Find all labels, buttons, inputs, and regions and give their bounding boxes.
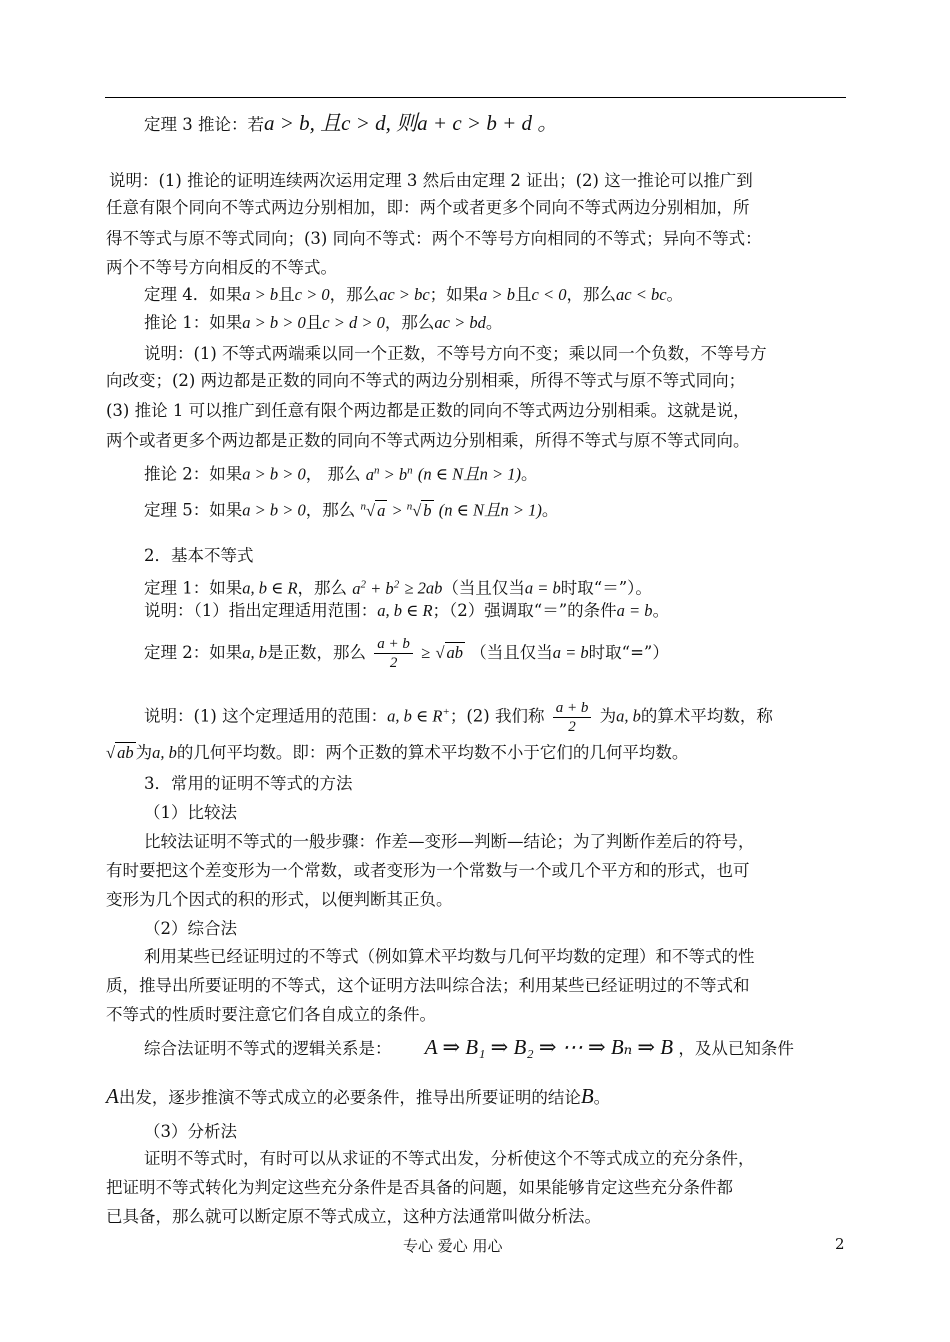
paragraph-line: 质，推导出所要证明的不等式，这个证明方法叫综合法；利用某些已经证明过的不等式和: [106, 976, 750, 995]
paragraph-line: 已具备，那么就可以断定原不等式成立，这种方法通常叫做分析法。: [106, 1207, 601, 1226]
subsection-heading: （3）分析法: [144, 1122, 237, 1141]
sqrt-ab: √ ab: [435, 643, 463, 662]
line-corollary1: 推论 1：如果a > b > 0且c > d > 0，那么ac > bd。: [144, 313, 503, 332]
fraction: $\frac{a + b}{2}$: [553, 699, 592, 736]
subsection-heading: （1）比较法: [144, 803, 237, 822]
paragraph-line: 说明：(1) 不等式两端乘以同一个正数，不等号方向不变；乘以同一个负数，不等号方: [144, 344, 767, 363]
paragraph-line: 不等式的性质时要注意它们各自成立的条件。: [106, 1005, 436, 1024]
root-inequality: $^n$√ a > $^n$√ b: [360, 500, 432, 520]
paragraph-line: 有时要把这个差变形为一个常数，或者变形为一个常数与一个或几个平方和的形式，也可: [106, 861, 750, 880]
paragraph-line: 比较法证明不等式的一般步骤：作差—变形—判断—结论；为了判断作差后的符号，: [144, 832, 755, 851]
paragraph-line: 变形为几个因式的积的形式，以便判断其正负。: [106, 890, 453, 909]
subsection-heading: （2）综合法: [144, 919, 237, 938]
line-synthesis-logic: 综合法证明不等式的逻辑关系是： A ⇒ B₁ ⇒ B₂ ⇒ ⋯ ⇒ Bₙ ⇒ B ，及从已知条件: [144, 1035, 794, 1059]
line-theorem5: 定理 5：如果a > b > 0，那么 $^n$√ a > $^n$√ b (n ∈ N且n > 1)。: [144, 500, 559, 520]
line-note: 说明：（1）指出定理适用范围：a, b ∈ R；（2）强调取“＝”的条件a = b。: [144, 601, 670, 620]
sum-of-squares: $a^2 + b^2$: [352, 578, 400, 598]
header-rule: [105, 97, 846, 98]
paragraph-line: 把证明不等式转化为判定这些充分条件是否具备的问题，如果能够肯定这些充分条件都: [106, 1178, 733, 1197]
paragraph-line: 利用某些已经证明过的不等式（例如算术平均数与几何平均数的定理）和不等式的性: [144, 947, 755, 966]
paragraph-line: 向改变；(2) 两边都是正数的同向不等式的两边分别相乘，所得不等式与原不等式同向；: [106, 371, 746, 390]
line-mean-note: 说明：(1) 这个定理适用的范围：a, b ∈ R+；(2) 我们称 $\frac{a + b}{2}$ 为a, b的算术平均数，称: [144, 699, 773, 735]
line-synthesis-desc: A出发，逐步推演不等式成立的必要条件，推导出所要证明的结论B。: [106, 1084, 611, 1108]
line-theorem3-corollary: 定理 3 推论：若a > b, 且c > d, 则a + c > b + d 。: [144, 111, 559, 135]
paragraph-line: 两个不等号方向相反的不等式。: [106, 258, 337, 277]
paragraph-line: 两个或者更多个两边都是正数的同向不等式两边分别相乘，所得不等式与原不等式同向。: [106, 431, 750, 450]
paragraph-line: (3) 推论 1 可以推广到任意有限个两边都是正数的同向不等式两边分别相乘。这就是说，: [106, 401, 750, 420]
paragraph-line: 证明不等式时，有时可以从求证的不等式出发，分析使这个不等式成立的充分条件，: [144, 1149, 755, 1168]
power-inequality: $a^n > b^n$: [365, 464, 413, 484]
sqrt-ab: √ ab: [106, 743, 134, 762]
paragraph-line: 任意有限个同向不等式两边分别相加，即：两个或者更多个同向不等式两边分别相加，所: [106, 198, 750, 217]
page-number: 2: [835, 1235, 845, 1253]
section-heading: 2．基本不等式: [144, 546, 254, 565]
section-heading: 3．常用的证明不等式的方法: [144, 774, 353, 793]
footer-motto: 专心 爱心 用心: [403, 1237, 503, 1255]
paragraph-line: 得不等式与原不等式同向；(3) 同向不等式：两个不等号方向相同的不等式；异向不等式：: [106, 229, 762, 248]
line-geometric-mean: √ ab 为a, b的几何平均数。即：两个正数的算术平均数不小于它们的几何平均数。: [106, 743, 689, 762]
line-basic-theorem1: 定理 1：如果a, b ∈ R，那么 $a^2 + b^2 \ge 2ab$（当且仅当a = b时取“＝”）。: [144, 578, 652, 598]
fraction: $\frac{a + b}{2}$: [374, 635, 413, 672]
line-theorem4: 定理 4．如果a > b且c > 0，那么ac > bc；如果a > b且c < 0，那么ac < bc。: [144, 285, 684, 304]
line-corollary2: 推论 2：如果a > b > 0， 那么 $a^n > b^n$ (n ∈ N且n > 1)。: [144, 464, 538, 484]
line-basic-theorem2: 定理 2：如果a, b是正数，那么 $\frac{a + b}{2}$ ≥ √ ab （当且仅当a = b时取“=”）: [144, 636, 669, 671]
paragraph-line: 说明：(1) 推论的证明连续两次运用定理 3 然后由定理 2 证出；(2) 这一推论可以推广到: [109, 171, 753, 190]
